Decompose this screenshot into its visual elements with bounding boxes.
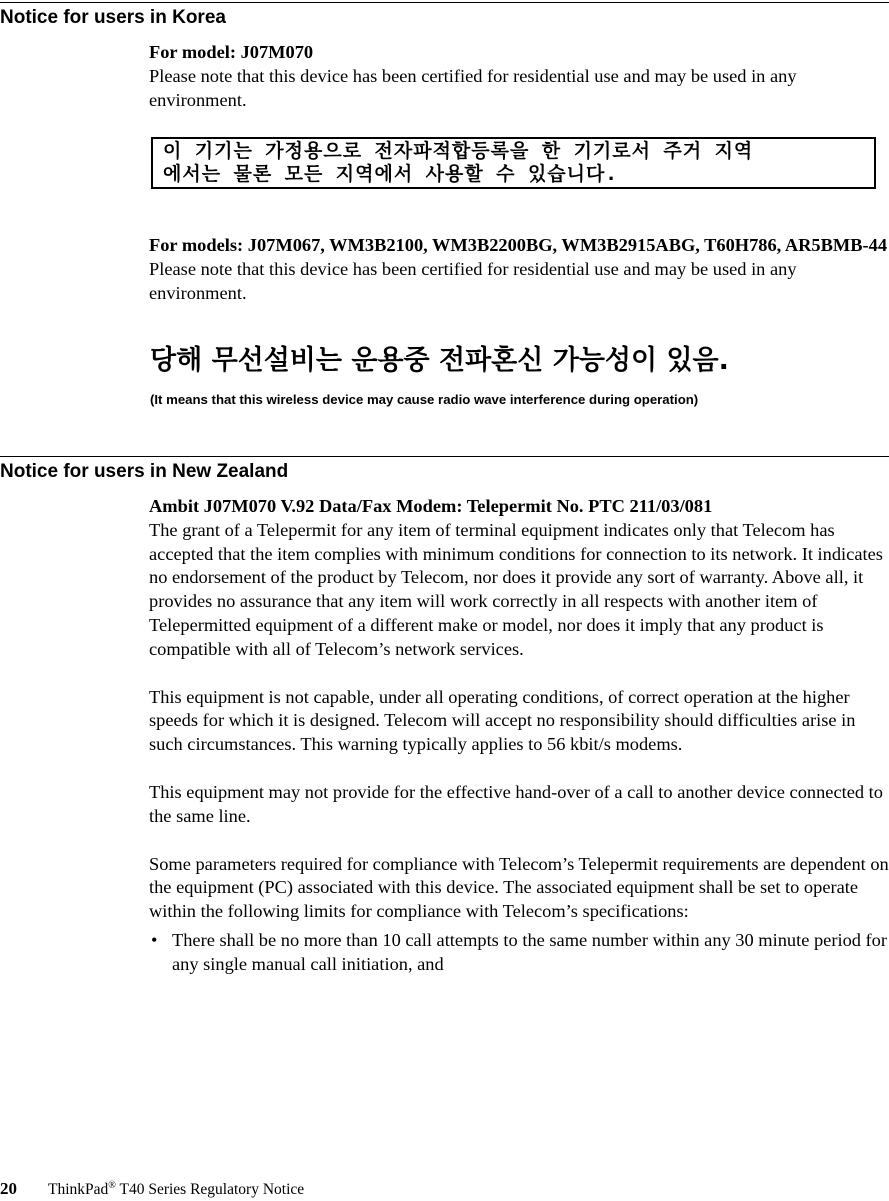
section-divider-new-zealand [0, 456, 889, 457]
nz-paragraph-4: Some parameters required for compliance with Telecom’s Telepermit requirements are dependent on the equipment (PC) associated with this device. The associated equipment shall be set to operate within the following limits for compliance with Telecom’s specifications: [149, 853, 889, 922]
korean-certification-notice [151, 137, 876, 189]
nz-bullet-1: There shall be no more than 10 call attempts to the same number within any 30 minute period for any single manual call initiation, and [172, 929, 887, 974]
korean-notice-line-1: 이 기기는 가정용으로 전자파적합등록을 한 기기로서 주거 지역 [163, 140, 754, 162]
footer-product-name: ThinkPad [48, 1181, 109, 1198]
korean-wireless-warning: 당해 무선설비는 운용중 전파혼신 가능성이 있음. [150, 345, 729, 376]
heading-korea: Notice for users in Korea [0, 7, 226, 28]
korean-warning-translation: (It means that this wireless device may cause radio wave interference during operation) [150, 392, 699, 407]
korea-model-block [149, 41, 889, 112]
korea-model-text: Please note that this device has been certified for residential use and may be used in any environment. [149, 65, 797, 110]
paragraph-gap [149, 829, 889, 853]
nz-paragraph-1: The grant of a Telepermit for any item of terminal equipment indicates only that Telecom has accepted that the item complies with minimum conditions for connection to its network. It indicates no endorsement of the product by Telecom, nor does it provide any sort of warranty. Above all, it provides no assurance that any item will work correctly in all respects with another item of Telepermitted equipment of a different make or model, nor does it imply that any product is compatible with all of Telecom’s network services. [149, 519, 883, 659]
paragraph-gap [149, 662, 889, 686]
nz-modem-label: Ambit J07M070 V.92 Data/Fax Modem: Telepermit No. PTC 211/03/081 [149, 496, 713, 516]
korea-models-block [149, 234, 889, 305]
korean-notice-line-2: 에서는 물론 모든 지역에서 사용할 수 있습니다. [163, 163, 618, 185]
nz-paragraph-2: This equipment is not capable, under all operating conditions, of correct operation at the higher speeds for which it is designed. Telecom will accept no responsibility should difficulties arise in such circumstances. This warning typically applies to 56 kbit/s modems. [149, 686, 856, 755]
nz-paragraph-3: This equipment may not provide for the effective hand-over of a call to another device connected to the same line. [149, 781, 883, 826]
heading-new-zealand: Notice for users in New Zealand [0, 461, 289, 482]
paragraph-gap [149, 757, 889, 781]
list-item [149, 929, 889, 977]
bullet-icon: • [151, 929, 158, 950]
section-divider-korea [0, 2, 889, 3]
korea-models-label: For models: J07M067, WM3B2100, WM3B2200BG, WM3B2915ABG, T60H786, AR5BMB-44 [149, 235, 888, 255]
new-zealand-body [149, 495, 889, 977]
registered-mark: ® [108, 1179, 116, 1191]
footer-document-title: T40 Series Regulatory Notice [115, 1181, 305, 1198]
page-number: 20 [0, 1179, 17, 1198]
korea-model-label: For model: J07M070 [149, 42, 314, 62]
page-footer [0, 1178, 304, 1201]
korea-models-text: Please note that this device has been certified for residential use and may be used in any environment. [149, 258, 797, 303]
